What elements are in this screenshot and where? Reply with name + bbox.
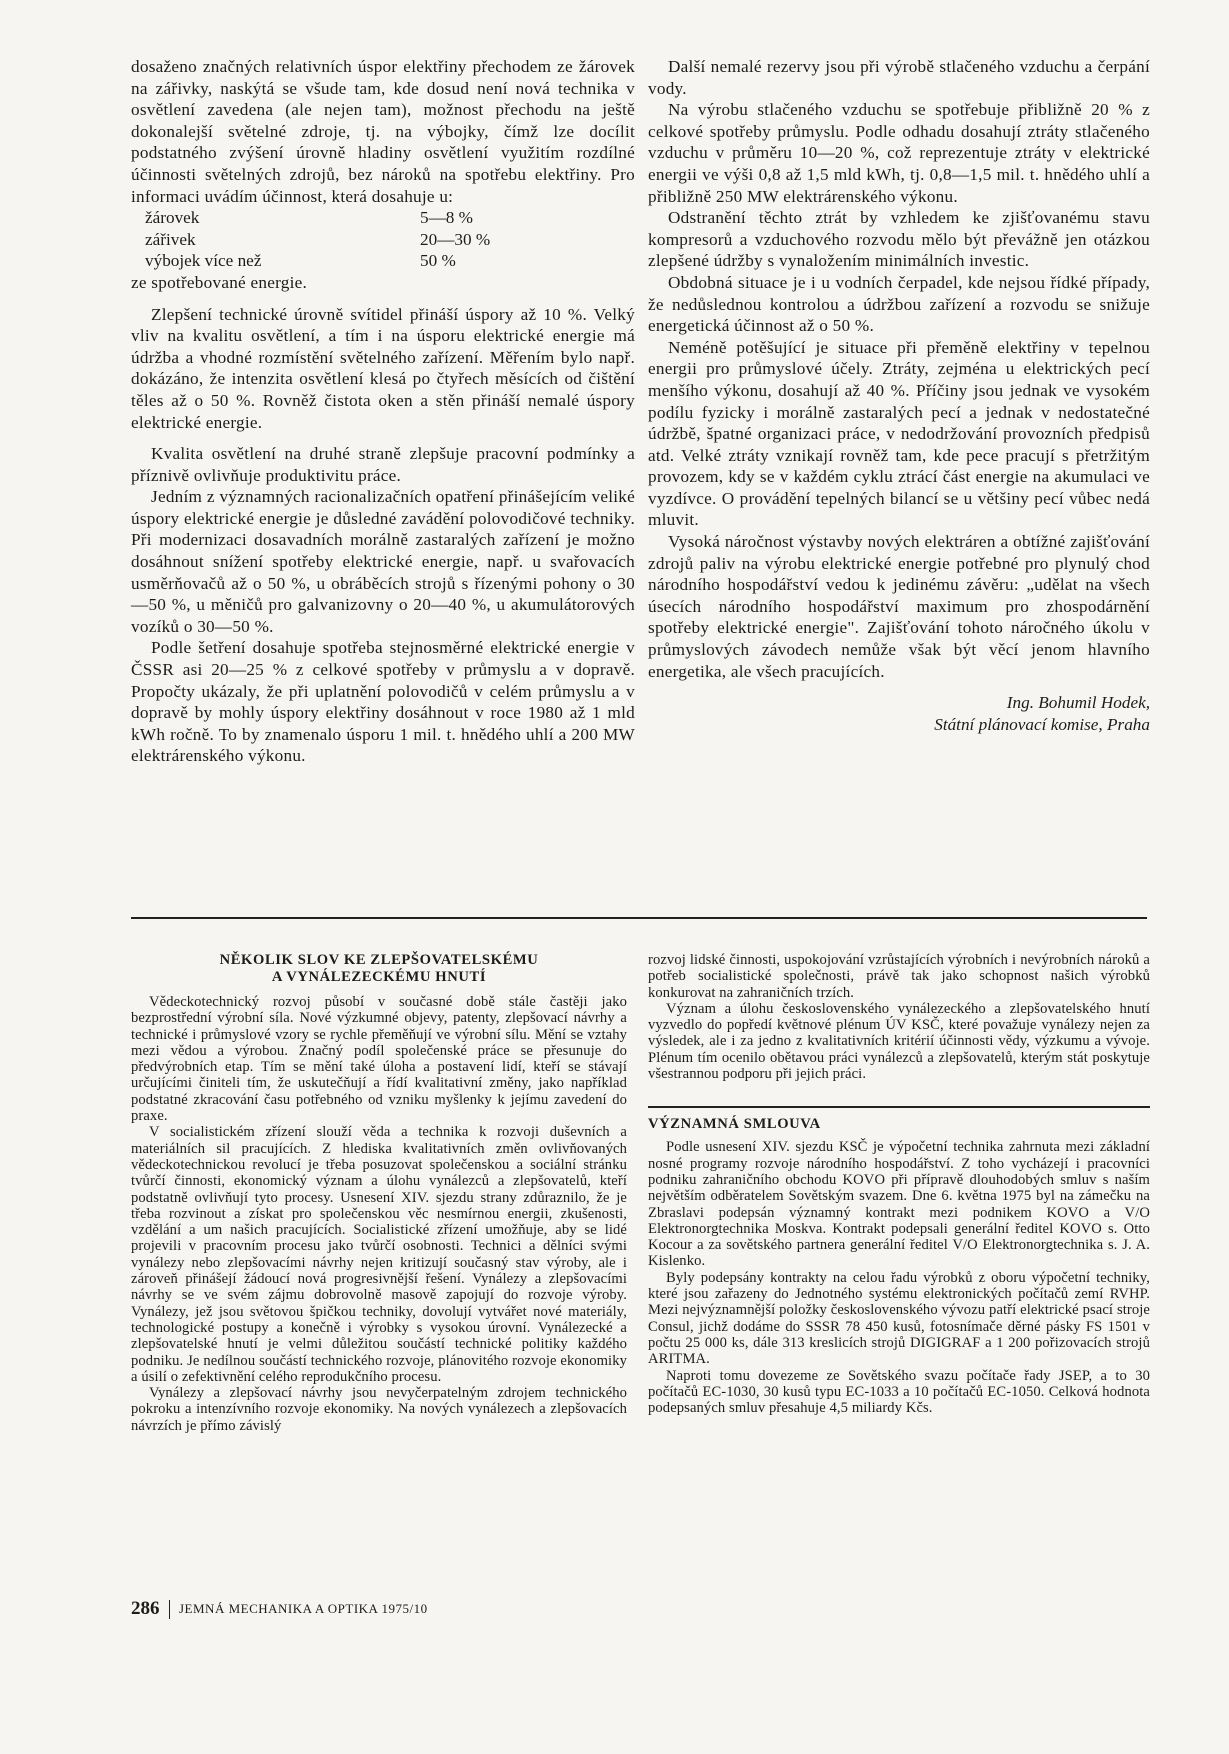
efficiency-row (131, 229, 635, 251)
author-affiliation: Státní plánovací komise, Praha (934, 714, 1150, 734)
upper-left-column (131, 56, 635, 767)
efficiency-row (131, 250, 635, 272)
efficiency-name: žárovek (145, 208, 200, 228)
paragraph: Jedním z významných racionalizačních opatření přinášejícím veliké úspory elektrické energie je důsledné zavádění polovodičové techniky. Při modernizaci dosavadních morálně zastaralých zařízení je možno dosáhnout snížení spotřeby elektrické energie, např. u svařovacích usměrňovačů až o 50 %, u obráběcích strojů s řízenými pohony o 30—50 %, u měničů pro galvanizovny o 20—40 %, u akumulátorových vozíků o 30—50 %. (131, 487, 635, 636)
footer-separator (169, 1600, 171, 1619)
upper-right-column (648, 56, 1150, 735)
efficiency-value: 20—30 % (420, 229, 491, 249)
paragraph: Další nemalé rezervy jsou při výrobě stlačeného vzduchu a čerpání vody. (648, 57, 1150, 98)
paragraph: Byly podepsány kontrakty na celou řadu výrobků z oboru výpočetní techniky, které jsou zařazeny do Jednotného systému elektronických počítačů zemí RVHP. Mezi nejvýznamnější položky československého vývozu patří elektrické psací stroje Consul, jichž dodáme do SSSR 78 450 kusů, fotosnímače děrné pásky FS 1501 v počtu 25 000 ks, dále 313 kreslicích strojů DIGIGRAF a 1 200 pořizovacích strojů ARITMA. (648, 1269, 1150, 1368)
paragraph: Kvalita osvětlení na druhé straně zlepšuje pracovní podmínky a příznivě ovlivňuje produktivitu práce. (131, 444, 635, 485)
efficiency-value: 50 % (420, 251, 456, 271)
page-number: 286 (131, 1598, 160, 1619)
paragraph: Vysoká náročnost výstavby nových elektráren a obtížné zajišťování zdrojů paliv na výrobu elektrické energie potřebné pro plynulý chod národního hospodářství vedou k jedinému závěru: „udělat na všech úsecích národního hospodářství maximum pro zhospodárnění spotřeby elektrické energie". Zajišťování tohoto náročného úkolu v průmyslových závodech nemůže však být věcí jenom hlavního energetika, ale všech pracujících. (648, 532, 1150, 681)
article-heading-line: NĚKOLIK SLOV KE ZLEPŠOVATELSKÉMU (219, 952, 539, 968)
efficiency-row (131, 207, 635, 229)
paragraph: V socialistickém zřízení slouží věda a technika k rozvoji duševních a materiálních sil pracujících. Z hlediska kvalitativních změn ovlivňovaných vědeckotechnickou revolucí je třeba posuzovat společenskou a sociální stránku tvůrčí činnosti, ekonomický význam a úlohu vynálezců a zlepšovatelů, kteří podstatně ovlivňují tyto procesy. Usnesení XIV. sjezdu strany zdůraznilo, že je třeba rozvinout a získat pro společenskou věc nesmírnou energii, zkušenosti, vzdělání a um našich pracujících. Socialistické zřízení umožňuje, aby se lidé projevili v pracovním procesu jako tvůrčí osobnosti. Technici a dělníci svými vynálezy nebo zlepšovacími návrhy nejen kritizují současný stav výroby, ale i zároveň přinášejí žádoucí nová progresivnější řešení. Vynálezy a zlepšovacími návrhy se ve svém zájmu dobrovolně masově zapojují do rozvoje výroby. Vynálezy, jež jsou světovou špičkou techniky, dovolují vytvářet nové materiály, technologické postupy a konečně i výrobky s vysokou úrovní. Vynálezecké a zlepšovatelské hnutí je velmi důležitou součástí technické politiky každého podniku. Je nedílnou součástí technického rozvoje, plánovitého rozvoje ekonomiky a úsilí o zefektivnění celého reprodukčního procesu. (131, 1124, 627, 1385)
paragraph: Vědeckotechnický rozvoj působí v současné době stále častěji jako bezprostřední výrobní síla. Nové výzkumné objevy, patenty, zlepšovací návrhy a technické i průmyslové vzory se rychle přeměňují ve výrobní sílu. Mění se vztahy mezi vědou a výrobou. Značný podíl společenské práce se přesunuje do předvýrobních etap. Tím se mění také úloha a postavení lidí, kteří se stávají určujícími činiteli tím, že uskutečňují a řídí kvalitativní změny, jako například podstatné zkracování času potřebného od vzniku myšlenky k jejímu zavedení do praxe. (131, 994, 627, 1125)
page-footer (131, 1598, 428, 1620)
efficiency-name: zářivek (145, 229, 196, 249)
paragraph: Podle šetření dosahuje spotřeba stejnosměrné elektrické energie v ČSSR asi 20—25 % z celkové spotřeby v průmyslu a v dopravě. Propočty ukázaly, že při uplatnění polovodičů v celém průmyslu a v dopravě by mohly úspory elektřiny dosáhnout v roce 1980 až 1 mld kWh ročně. To by znamenalo úsporu 1 mil. t. hnědého uhlí a 200 MW elektrárenského výkonu. (131, 638, 635, 766)
paragraph: ze spotřebované energie. (131, 272, 308, 292)
lower-left-column (131, 952, 627, 1434)
paragraph: Podle usnesení XIV. sjezdu KSČ je výpočetní technika zahrnuta mezi základní nosné programy rozvoje národního hospodářství. Z toho vycházejí i pracovníci podniku zahraničního obchodu KOVO při přípravě dlouhodobých smluv s naším největším odběratelem Sovětským svazem. Dne 6. května 1975 byl na zámečku na Zbraslavi podepsán významný kontrakt mezi podnikem KOVO a V/O Elektronorgtechnika Moskva. Kontrakt podepsali generální ředitel KOVO s. Otto Kocour a za sovětského partnera generální ředitel V/O Elektronorgtechnika s. J. A. Kislenko. (648, 1139, 1150, 1270)
paragraph: Vynálezy a zlepšovací návrhy jsou nevyčerpatelným zdrojem technického pokroku a intenzívního rozvoje ekonomiky. Na nových vynálezech a zlepšovacích návrzích je přímo závislý (131, 1385, 627, 1434)
article-heading-line: A VYNÁLEZECKÉMU HNUTÍ (271, 969, 487, 985)
paragraph: Naproti tomu dovezeme ze Sovětského svazu počítače řady JSEP, a to 30 počítačů EC-1030, 30 kusů typu EC-1033 a 10 počítačů EC-1050. Celková hodnota podepsaných smluv přesahuje 4,5 miliardy Kčs. (648, 1367, 1150, 1417)
paragraph: Význam a úlohu československého vynálezeckého a zlepšovatelského hnutí vyzvedlo do popředí květnové plénum ÚV KSČ, které považuje vynálezy nejen za výsledek, ale i za jedno z kvalitativních kritérií účinnosti vědy, výzkumu a vývoje. Plénum tím ocenilo obětavou práci vynálezců a zlepšovatelů, kterým stát poskytuje všestrannou podporu při jejich práci. (648, 1000, 1150, 1083)
paragraph: Na výrobu stlačeného vzduchu se spotřebuje přibližně 20 % z celkové spotřeby průmyslu. Podle odhadu dosahují ztráty stlačeného vzduchu v průměru 10—20 %, což reprezentuje ztráty v elektrické energii ve výši 0,8 až 1,5 mld kWh, tj. 0,8—1,5 mil. t. hnědého uhlí a přibližně 250 MW elektrárenského výkonu. (648, 100, 1150, 206)
efficiency-list (131, 207, 635, 272)
efficiency-name: výbojek více než (145, 251, 262, 271)
paragraph: Zlepšení technické úrovně svítidel přináší úspory až 10 %. Velký vliv na kvalitu osvětlení, a tím i na úsporu elektrické energie má údržba a vhodné rozmístění světelného zařízení. Měřením bylo např. dokázáno, že intenzita osvětlení klesá po čtyřech měsících od čištění těles až o 50 %. Rovněž čistota oken a stěn přináší nemalé úspory elektrické energie. (131, 304, 635, 432)
efficiency-value: 5—8 % (420, 208, 473, 228)
article-heading: VÝZNAMNÁ SMLOUVA (648, 1116, 821, 1133)
section-divider (131, 917, 1147, 919)
paragraph: Obdobná situace je i u vodních čerpadel, kde nejsou řídké případy, že nedůslednou kontrolou a údržbou zařízení a rozvodu se snižuje energetická účinnost až o 50 %. (648, 272, 1150, 336)
author-name: Ing. Bohumil Hodek, (1006, 693, 1150, 713)
journal-name: JEMNÁ MECHANIKA A OPTIKA 1975/10 (179, 1601, 428, 1616)
lower-right-column (648, 952, 1150, 1416)
paragraph: dosaženo značných relativních úspor elektřiny přechodem ze žárovek na zářivky, naskýtá se všude tam, kde dosud není nová technika v osvětlení zavedena (ale nejen tam), možnost přechodu na ještě dokonalejší světelné zdroje, tj. na výbojky, čímž lze docílit podstatného zvýšení úrovně hladiny osvětlení využitím rozdílné účinnosti světelných zdrojů, bez nároků na spotřebu elektřiny. Pro informaci uvádím účinnost, která dosahuje u: (131, 57, 635, 206)
section-divider (648, 1106, 1150, 1108)
paragraph: rozvoj lidské činnosti, uspokojování vzrůstajících výrobních i nevýrobních nároků a potřeb socialistické společnosti, právě tak jako schopnost našich výrobků konkurovat na zahraničních trzích. (648, 952, 1150, 1001)
paragraph: Neméně potěšující je situace při přeměně elektřiny v tepelnou energii pro průmyslové účely. Ztráty, zejména u elektrických pecí menšího výkonu, dosahují až 40 %. Příčiny jsou jednak ve vysokém podílu fyzicky i morálně zastaralých pecí a jednak v nedostatečné údržbě, špatné organizaci práce, v nedodržování provozních předpisů atd. Velké ztráty vznikají rovněž tam, kde pece pracují s přetržitým provozem, kdy se v každém cyklu ztrácí část energie na akumulaci ve vyzdívce. O provádění tepelných bilancí se u většiny pecí vůbec nedá mluvit. (648, 337, 1150, 530)
paragraph: Odstranění těchto ztrát by vzhledem ke zjišťovanému stavu kompresorů a vzduchového rozvodu mělo být převážně jen otázkou zlepšené údržby s vynaložením minimálních investic. (648, 208, 1150, 271)
